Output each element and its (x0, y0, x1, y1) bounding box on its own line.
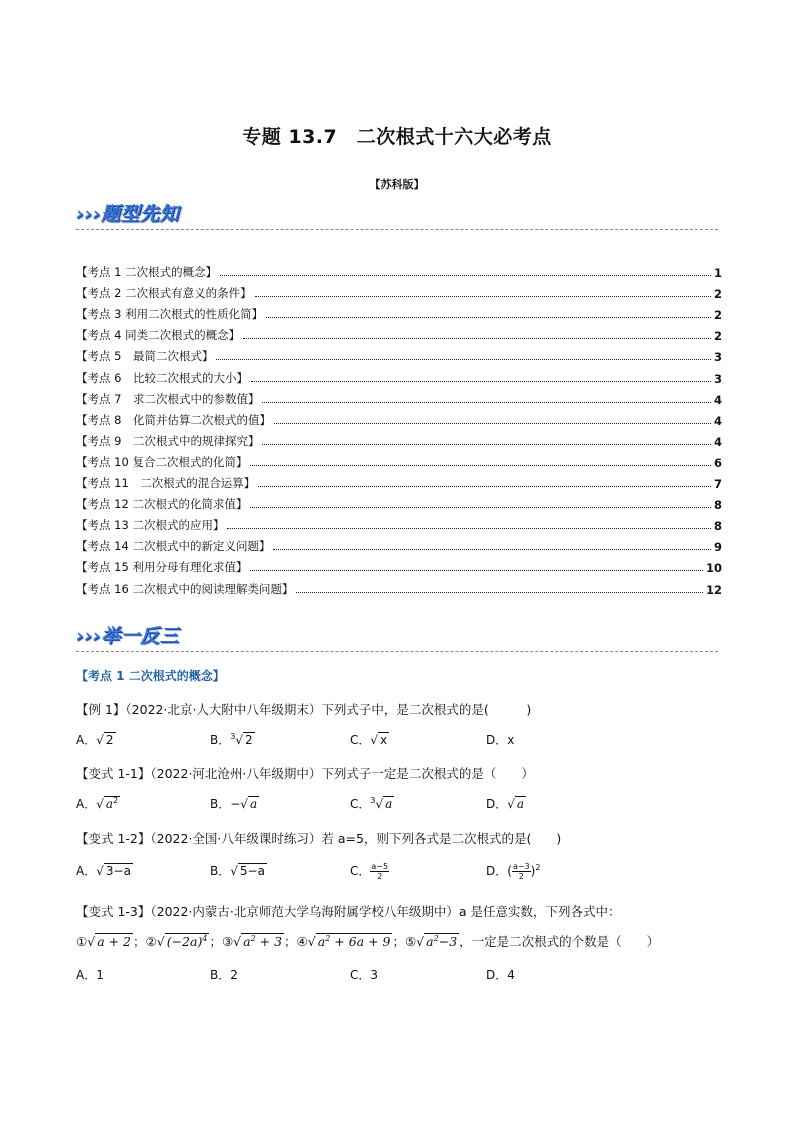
toc-page-number: 6 (713, 455, 722, 470)
toc-entry[interactable] (76, 407, 722, 428)
toc-page-number: 2 (713, 287, 722, 302)
toc-entry[interactable] (76, 301, 722, 322)
toc-dot-leader (258, 486, 711, 487)
toc-dot-leader (250, 507, 711, 508)
toc-dot-leader (216, 359, 711, 360)
divider (76, 229, 718, 230)
toc-page-number: 7 (713, 477, 722, 492)
toc-dot-leader (262, 402, 711, 403)
option-a: A．√ 3−a (76, 864, 131, 878)
toc-page-number: 10 (705, 561, 722, 576)
toc-entry[interactable] (76, 533, 722, 554)
toc-entry[interactable] (76, 554, 722, 575)
toc-entry-label: 【考点 2 二次根式有意义的条件】 (76, 286, 252, 301)
toc-entry-label: 【考点 1 二次根式的概念】 (76, 265, 218, 280)
option-a: A．1 (76, 968, 104, 982)
banner-practice (76, 622, 179, 650)
option-b: B．−√ a (210, 797, 258, 811)
option-b: B．$^3$√ 2 (210, 732, 253, 747)
option-c: C．$^3$√ a (350, 796, 393, 811)
question-variant-1-3-items: ①√ a + 2 ；②√ $(-2a)^4$ ；③√ $a^2 + 3$ ；④√ $a^2 + 6a + 9$ ；⑤√ $a^2-3$ ，一定是二次根式的个数是（ ） (76, 933, 660, 949)
toc-dot-leader (266, 317, 711, 318)
question-example-1: 【例 1】（2022·北京·人大附中八年级期末）下列式子中，是二次根式的是( ) (76, 702, 532, 717)
toc-page-number: 4 (713, 392, 722, 407)
toc-dot-leader (220, 275, 711, 276)
banner-overview-text: ›››题型先知 (76, 203, 179, 225)
option-c: C． $\frac{a-5}{2}$ (350, 862, 389, 881)
toc-entry[interactable] (76, 343, 722, 364)
toc-entry-label: 【考点 10 复合二次根式的化简】 (76, 454, 248, 469)
toc-dot-leader (255, 296, 711, 297)
toc-entry[interactable] (76, 491, 722, 512)
toc-entry-label: 【考点 11 二次根式的混合运算】 (76, 476, 256, 491)
toc-dot-leader (273, 549, 711, 550)
question-variant-1-3: 【变式 1-3】（2022·内蒙古·北京师范大学乌海附属学校八年级期中）a 是任意实数，下列各式中： (76, 904, 621, 919)
option-c: C．3 (350, 968, 379, 982)
banner-practice-text: ›››举一反三 (76, 625, 179, 647)
toc-entry-label: 【考点 9 二次根式中的规律探究】 (76, 433, 260, 448)
toc-entry[interactable] (76, 322, 722, 343)
toc-dot-leader (250, 570, 703, 571)
toc-entry-label: 【考点 4 同类二次根式的概念】 (76, 328, 241, 343)
table-of-contents (76, 259, 722, 597)
toc-entry[interactable] (76, 364, 722, 385)
toc-page-number: 3 (713, 371, 722, 386)
banner-overview (76, 200, 179, 228)
toc-page-number: 9 (713, 540, 722, 555)
toc-entry[interactable] (76, 428, 722, 449)
toc-entry-label: 【考点 16 二次根式中的阅读理解类问题】 (76, 581, 294, 596)
toc-entry-label: 【考点 15 利用分母有理化求值】 (76, 560, 248, 575)
toc-entry-label: 【考点 8 化简并估算二次根式的值】 (76, 412, 271, 427)
toc-dot-leader (243, 338, 711, 339)
option-d: D．x (486, 733, 515, 747)
toc-entry-label: 【考点 13 二次根式的应用】 (76, 518, 225, 533)
toc-entry-label: 【考点 3 利用二次根式的性质化简】 (76, 307, 264, 322)
toc-dot-leader (262, 444, 711, 445)
option-c: C．√ x (350, 733, 388, 747)
toc-dot-leader (250, 465, 711, 466)
toc-entry[interactable] (76, 512, 722, 533)
toc-dot-leader (296, 592, 703, 593)
toc-entry[interactable] (76, 386, 722, 407)
option-d: D．( $\frac{a-3}{2}$ )$^2$ (486, 862, 541, 881)
option-a: A．√ 2 (76, 733, 114, 747)
option-b: B．2 (210, 968, 238, 982)
toc-dot-leader (274, 423, 711, 424)
question-variant-1-1: 【变式 1-1】（2022·河北沧州·八年级期中）下列式子一定是二次根式的是（ ） (76, 766, 534, 781)
toc-page-number: 2 (713, 329, 722, 344)
divider (76, 651, 718, 652)
toc-entry[interactable] (76, 449, 722, 470)
toc-page-number: 2 (713, 308, 722, 323)
toc-page-number: 4 (713, 413, 722, 428)
option-a: A．√ $a^2$ (76, 796, 119, 811)
toc-page-number: 3 (713, 350, 722, 365)
toc-entry-label: 【考点 5 最简二次根式】 (76, 349, 214, 364)
question-variant-1-2: 【变式 1-2】（2022·全国·八年级课时练习）若 a=5，则下列各式是二次根式的是( ) (76, 831, 562, 846)
toc-entry-label: 【考点 6 比较二次根式的大小】 (76, 370, 248, 385)
toc-dot-leader (227, 528, 711, 529)
toc-page-number: 4 (713, 434, 722, 449)
toc-page-number: 8 (713, 498, 722, 513)
toc-page-number: 8 (713, 519, 722, 534)
toc-entry-label: 【考点 12 二次根式的化简求值】 (76, 497, 248, 512)
toc-entry[interactable] (76, 259, 722, 280)
option-b: B．√ 5−a (210, 864, 265, 878)
option-d: D．√ a (486, 797, 525, 811)
edition-label: 【苏科版】 (369, 178, 425, 191)
toc-page-number: 1 (713, 266, 722, 281)
toc-dot-leader (251, 381, 711, 382)
toc-page-number: 12 (705, 582, 722, 597)
section-heading: 【考点 1 二次根式的概念】 (76, 669, 225, 683)
toc-entry-label: 【考点 14 二次根式中的新定义问题】 (76, 539, 271, 554)
toc-entry-label: 【考点 7 求二次根式中的参数值】 (76, 391, 260, 406)
page-title: 专题 13.7 二次根式十六大必考点 (242, 126, 552, 148)
toc-entry[interactable] (76, 575, 722, 596)
option-d: D．4 (486, 968, 515, 982)
toc-entry[interactable] (76, 470, 722, 491)
toc-entry[interactable] (76, 280, 722, 301)
